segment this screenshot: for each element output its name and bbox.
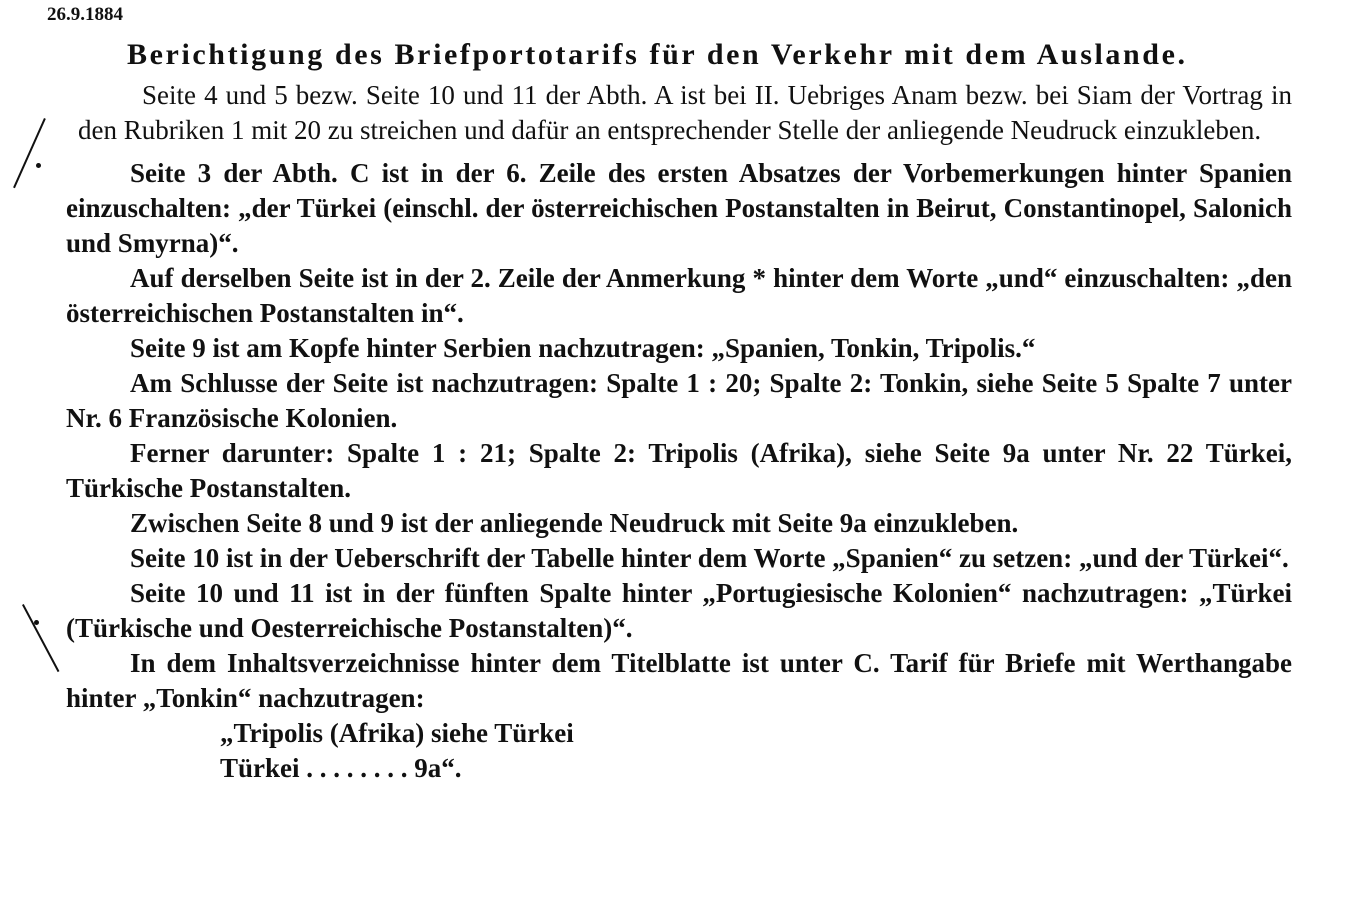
paragraph-ferner: Ferner darunter: Spalte 1 : 21; Spalte 2: Tripolis (Afrika), siehe Seite 9a unter Nr. 22 Türkei, Türkische Postanstalten. bbox=[66, 438, 1292, 503]
paragraph-zwischen: Zwischen Seite 8 und 9 ist der anliegende Neudruck mit Seite 9a einzukleben. bbox=[130, 508, 1019, 538]
document-title: Berichtigung des Briefportotarifs für den Verkehr mit dem Auslande. bbox=[127, 38, 1188, 71]
margin-slash-mark bbox=[13, 118, 46, 188]
paragraph-seite-9: Seite 9 ist am Kopfe hinter Serbien nachzutragen: „Spanien, Tonkin, Tripolis.“ bbox=[130, 333, 1036, 363]
paragraph-schlusse: Am Schlusse der Seite ist nachzutragen: Spalte 1 : 20; Spalte 2: Tonkin, siehe Seite 5 Spalte 7 unter Nr. 6 Französische Kolonien. bbox=[66, 368, 1292, 433]
margin-dot-mark bbox=[36, 163, 41, 168]
margin-backslash-mark bbox=[22, 604, 59, 672]
entry-tripolis: „Tripolis (Afrika) siehe Türkei bbox=[220, 718, 574, 748]
paragraph-fuenfte-spalte: Seite 10 und 11 ist in der fünften Spalte hinter „Portugiesische Kolonien“ nachzutragen: „Türkei (Türkische und Oesterreichische Postanstalten)“. bbox=[66, 578, 1292, 643]
paragraph-inhaltsverzeichnis: In dem Inhaltsverzeichnisse hinter dem Titelblatte ist unter C. Tarif für Briefe mit Werthangabe hinter „Tonkin“ nachzutragen: bbox=[66, 648, 1292, 713]
entry-tuerkei: Türkei . . . . . . . . 9a“. bbox=[220, 753, 462, 783]
paragraph-abth-c: Seite 3 der Abth. C ist in der 6. Zeile des ersten Absatzes der Vorbemerkungen hinter Spanien einzuschalten: „der Türkei (einschl. der österreichischen Postanstalten in Beirut, Constantinopel, Salonich und Smyrna)“. bbox=[66, 158, 1292, 258]
entries-list bbox=[220, 716, 1292, 786]
document-body bbox=[66, 78, 1292, 786]
paragraph-anmerkung: Auf derselben Seite ist in der 2. Zeile der Anmerkung * hinter dem Worte „und“ einzuschalten: „den österreichischen Postanstalten in“. bbox=[66, 263, 1292, 328]
margin-dot-mark bbox=[34, 620, 39, 625]
paragraph-anam-siam: Seite 4 und 5 bezw. Seite 10 und 11 der Abth. A ist bei II. Uebriges Anam bezw. bei Siam der Vortrag in den Rubriken 1 mit 20 zu streichen und dafür an entsprechender Stelle der anliegende Neudruck einzukleben. bbox=[78, 80, 1292, 145]
document-date: 26.9.1884 bbox=[47, 4, 123, 25]
paragraph-ueberschrift: Seite 10 ist in der Ueberschrift der Tabelle hinter dem Worte „Spanien“ zu setzen: „und der Türkei“. bbox=[130, 543, 1289, 573]
